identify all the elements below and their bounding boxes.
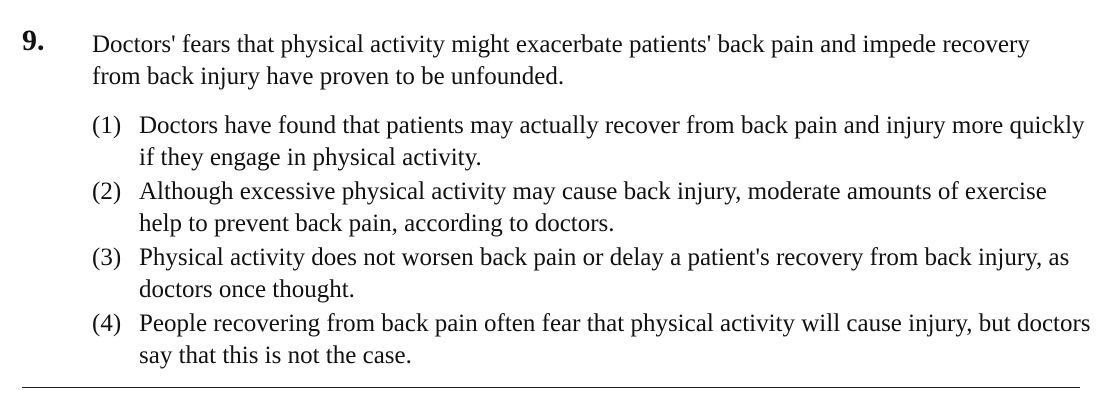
option-text: Doctors have found that patients may actually recover from back pain and injury more quickly if they engage in physical activity. [139, 112, 1085, 171]
option-number: (2) [92, 178, 122, 205]
divider-line [22, 387, 1080, 388]
option-number: (1) [92, 112, 122, 139]
option-text: Although excessive physical activity may cause back injury, moderate amounts of exercise help to prevent back pain, according to doctors. [139, 178, 1047, 237]
answer-option-3[interactable] [92, 242, 1092, 306]
answer-option-1[interactable] [92, 110, 1092, 174]
option-number: (4) [92, 310, 122, 337]
answer-option-2[interactable] [92, 176, 1092, 240]
option-text: People recovering from back pain often fear that physical activity will cause injury, but doctors say that this is not the case. [139, 310, 1091, 369]
answer-options [92, 110, 1092, 374]
question-number: 9. [22, 24, 45, 57]
option-number: (3) [92, 244, 122, 271]
option-text: Physical activity does not worsen back pain or delay a patient's recovery from back injury, as doctors once thought. [139, 244, 1070, 303]
answer-option-4[interactable] [92, 308, 1092, 372]
question-stem: Doctors' fears that physical activity might exacerbate patients' back pain and impede recovery from back injury have proven to be unfounded. [92, 31, 1030, 90]
